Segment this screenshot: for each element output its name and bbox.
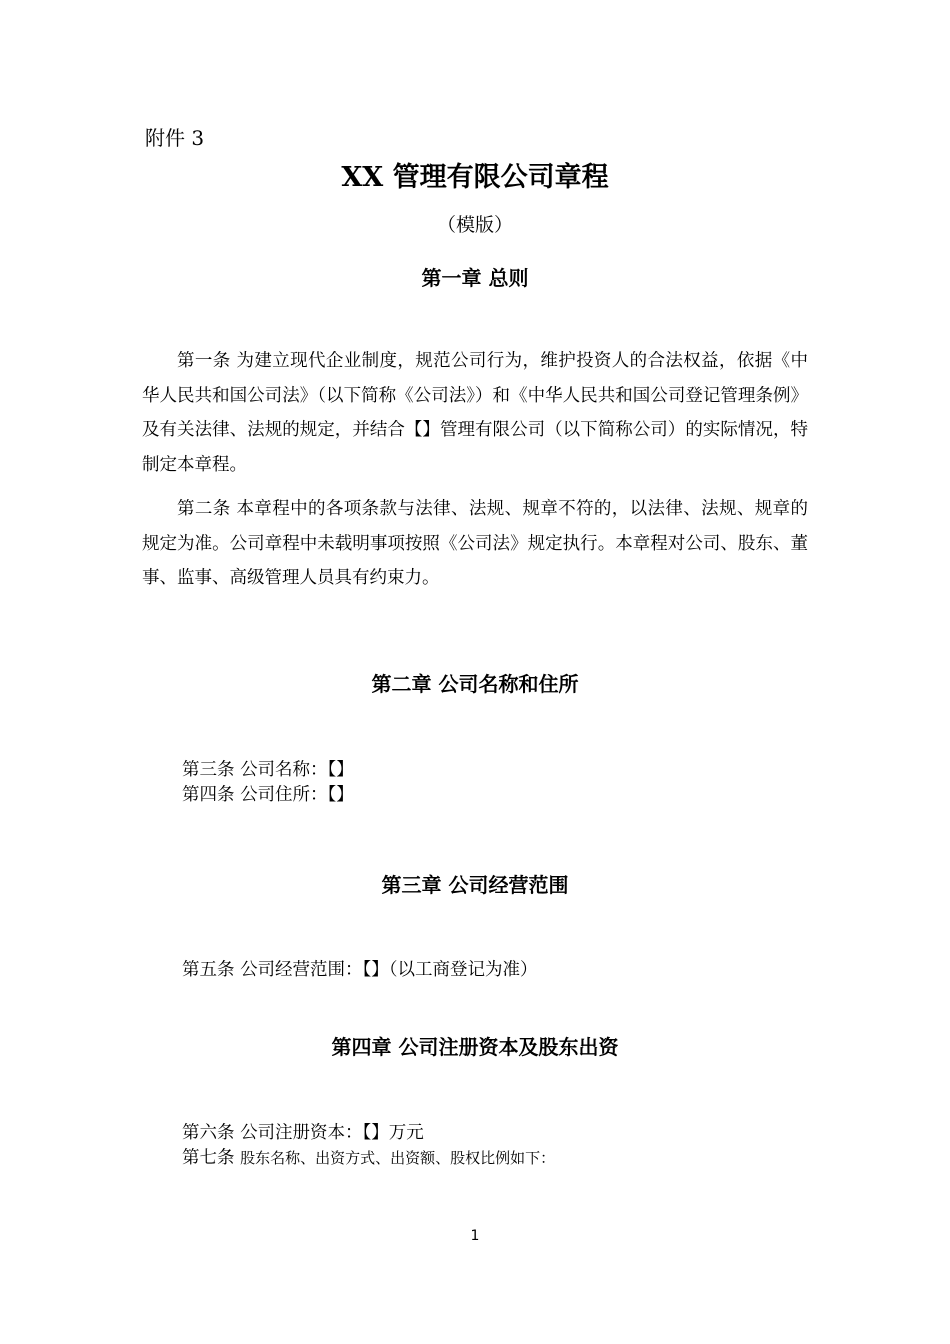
document-subtitle: （模版） <box>436 214 513 236</box>
chapter-3-heading: 第三章 公司经营范围 <box>381 873 569 897</box>
article-7-text: 股东名称、出资方式、出资额、股权比例如下： <box>240 1149 556 1167</box>
document-title: XX 管理有限公司章程 <box>341 162 609 193</box>
chapter-4-heading: 第四章 公司注册资本及股东出资 <box>331 1035 619 1059</box>
article-5: 第五条 公司经营范围：【】（以工商登记为准） <box>182 960 538 980</box>
article-7 <box>182 1144 555 1169</box>
chapter-1-heading: 第一章 总则 <box>421 266 529 290</box>
article-6: 第六条 公司注册资本：【】万元 <box>182 1123 424 1143</box>
article-7-number: 第七条 <box>182 1148 235 1168</box>
chapter-2-heading: 第二章 公司名称和住所 <box>371 672 579 696</box>
article-2: 第二条 本章程中的各项条款与法律、法规、规章不符的，以法律、法规、规章的规定为准。公司章程中未载明事项按照《公司法》规定执行。本章程对公司、股东、董事、监事、高级管理人员具有约束力。 <box>142 499 808 588</box>
page-number: 1 <box>470 1228 480 1244</box>
article-3: 第三条 公司名称：【】 <box>182 760 354 780</box>
article-1: 第一条 为建立现代企业制度，规范公司行为，维护投资人的合法权益，依据《中华人民共和国公司法》（以下简称《公司法》）和《中华人民共和国公司登记管理条例》及有关法律、法规的规定，并结合【】管理有限公司（以下简称公司）的实际情况，特制定本章程。 <box>142 351 808 475</box>
article-4: 第四条 公司住所：【】 <box>182 785 354 805</box>
attachment-label: 附件 3 <box>145 126 205 150</box>
